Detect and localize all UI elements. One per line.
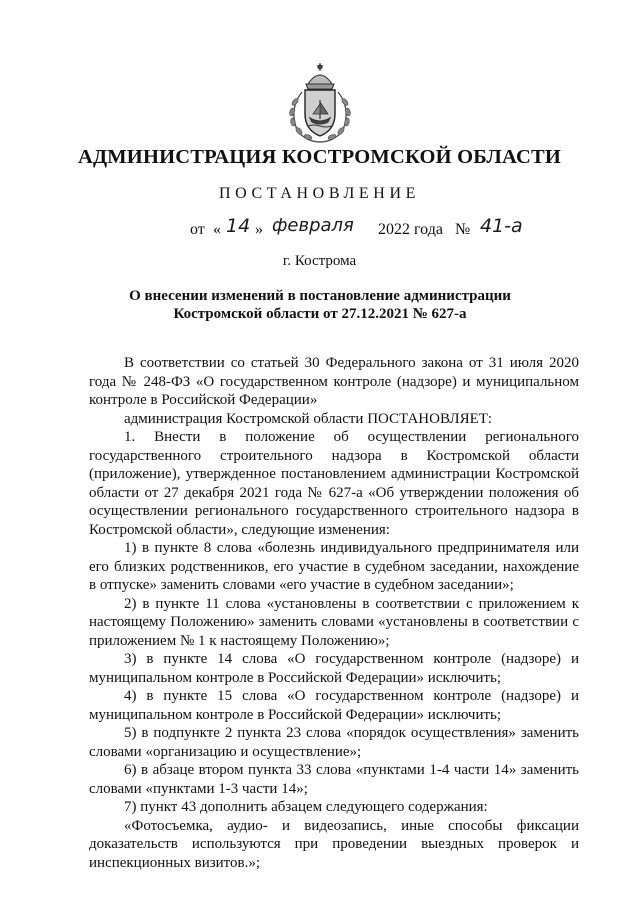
date-year-text: 2022 года <box>378 221 443 238</box>
organization-title: АДМИНИСТРАЦИЯ КОСТРОМСКОЙ ОБЛАСТИ <box>77 146 562 168</box>
subject-line: Костромской области от 27.12.2021 № 627-а <box>173 306 467 322</box>
body-paragraph: администрация Костромской области ПОСТАНОВЛЯЕТ: <box>124 410 493 427</box>
body-paragraph: 4) в пункте 15 слова «О государственном контроле (надзоре) и муниципальном контроле в Российской Федерации» исключить; <box>89 688 579 723</box>
document-type-title: ПОСТАНОВЛЕНИЕ <box>219 185 420 202</box>
document-number-handwritten: 41-а <box>480 215 523 237</box>
body-paragraph: 5) в подпункте 2 пункта 23 слова «порядок осуществления» заменить словами «организацию и осуществление»; <box>89 725 579 760</box>
date-from-label: от <box>190 221 205 238</box>
document-body <box>89 354 579 872</box>
document-subject <box>120 287 520 323</box>
date-close-quote: » <box>255 221 263 238</box>
kostroma-coat-of-arms-icon <box>280 62 360 144</box>
body-paragraph: В соответствии со статьей 30 Федерального закона от 31 июля 2020 года № 248-ФЗ «О государственном контроле (надзоре) и муниципальном контроле в Российской Федерации» <box>89 355 579 408</box>
city-name: г. Кострома <box>282 253 357 269</box>
body-paragraph: 3) в пункте 14 слова «О государственном контроле (надзоре) и муниципальном контроле в Российской Федерации» исключить; <box>89 651 579 686</box>
body-paragraph: 1. Внести в положение об осуществлении регионального государственного строительного надзора в Костромской области (приложение), утвержденное постановлением администрации Костромской области от 27 декабря 2021 года № 627-а «Об утверждении положения об осуществлении регионального государственного строительного надзора в Костромской области», следующие изменения: <box>89 429 579 538</box>
subject-line: О внесении изменений в постановление администрации <box>129 288 511 304</box>
body-paragraph: 2) в пункте 11 слова «установлены в соответствии с приложением к настоящему Положению» заменить словами «установлены в соответствии с приложением № 1 к настоящему Положению»; <box>89 595 579 649</box>
document-number-sign: № <box>455 221 471 238</box>
date-day-handwritten: 14 <box>226 215 251 237</box>
date-number-line <box>0 213 639 247</box>
body-paragraph: «Фотосъемка, аудио- и видеозапись, иные способы фиксации доказательств используются при проведении выездных проверок и инспекционных визитов.»; <box>89 817 579 871</box>
date-open-quote: « <box>213 221 221 238</box>
body-paragraph: 1) в пункте 8 слова «болезнь индивидуального предпринимателя или его близких родственников, его участие в судебном заседании, нахождение в отпуске» заменить словами «его участие в судебном заседании»; <box>89 540 579 593</box>
body-paragraph: 6) в абзаце втором пункта 33 слова «пунктами 1-4 части 14» заменить словами «пунктами 1-3 части 14»; <box>89 762 579 797</box>
body-paragraph: 7) пункт 43 дополнить абзацем следующего содержания: <box>124 799 488 815</box>
date-month-handwritten: февраля <box>272 215 354 236</box>
